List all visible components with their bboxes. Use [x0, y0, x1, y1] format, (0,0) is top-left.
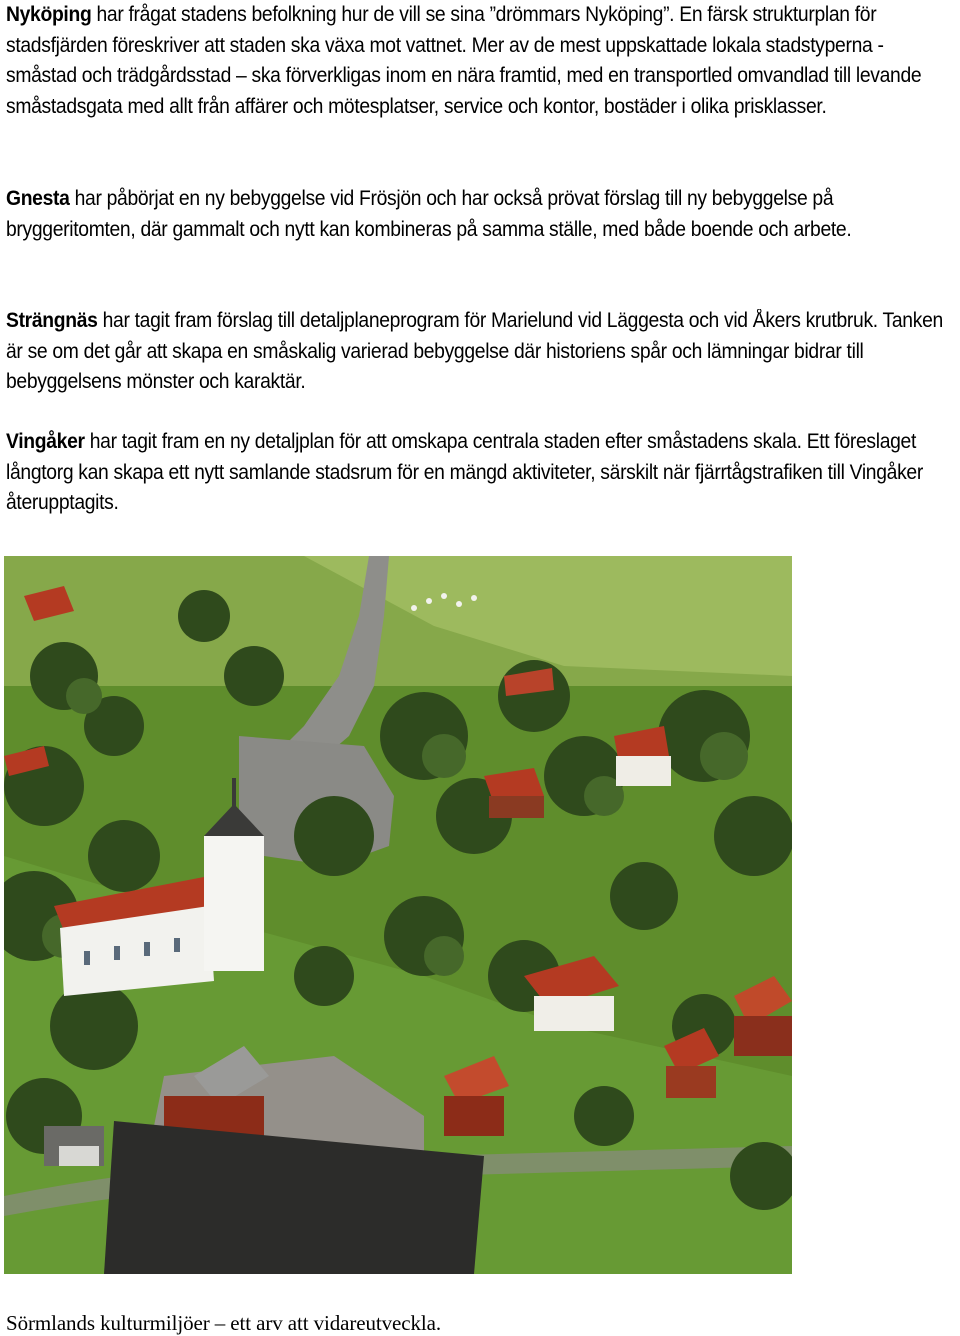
paragraph-lead-vingaker: Vingåker — [6, 430, 85, 453]
paragraph-nykoping — [6, 0, 958, 122]
paragraph-lead-gnesta: Gnesta — [6, 187, 70, 210]
paragraph-gnesta — [6, 184, 958, 245]
paragraph-text-nykoping: har frågat stadens befolkning hur de vill se sina ”drömmars Nyköping”. En färsk strukturplan för stadsfjärden föreskriver att staden ska växa mot vattnet. Mer av de mest uppskattade lokala stadstyperna - småstad och trädgårdsstad – ska förverkligas inom en nära framtid, med en transportled omvandlad till levande småstadsgata med allt från affärer och mötesplatser, service och kontor, bostäder i olika prisklasser. — [6, 3, 922, 118]
paragraph-text-vingaker: har tagit fram en ny detaljplan för att omskapa centrala staden efter småstadens skala. Ett föreslaget långtorg kan skapa ett nytt samlande stadsrum för en mängd aktiviteter, särskilt när fjärrtågstrafiken till Vingåker återupptagits. — [6, 430, 923, 514]
photo-caption: Sörmlands kulturmiljöer – ett arv att vidareutveckla. — [6, 1311, 441, 1335]
paragraph-text-strangnas: har tagit fram förslag till detaljplaneprogram för Marielund vid Läggesta och vid Åkers krutbruk. Tanken är se om det går att skapa en småskalig varierad bebyggelse där historiens spår och lämningar bidrar till bebyggelsens mönster och karaktär. — [6, 309, 943, 393]
aerial-village-photo — [4, 556, 792, 1274]
paragraph-lead-nykoping: Nyköping — [6, 3, 92, 26]
paragraph-lead-strangnas: Strängnäs — [6, 309, 98, 332]
paragraph-strangnas — [6, 306, 958, 398]
paragraph-text-gnesta: har påbörjat en ny bebyggelse vid Frösjön och har också prövat förslag till ny bebyggelse på bryggeritomten, där gammalt och nytt kan kombineras på samma ställe, med både boende och arbete. — [6, 187, 852, 241]
paragraph-vingaker — [6, 427, 958, 519]
